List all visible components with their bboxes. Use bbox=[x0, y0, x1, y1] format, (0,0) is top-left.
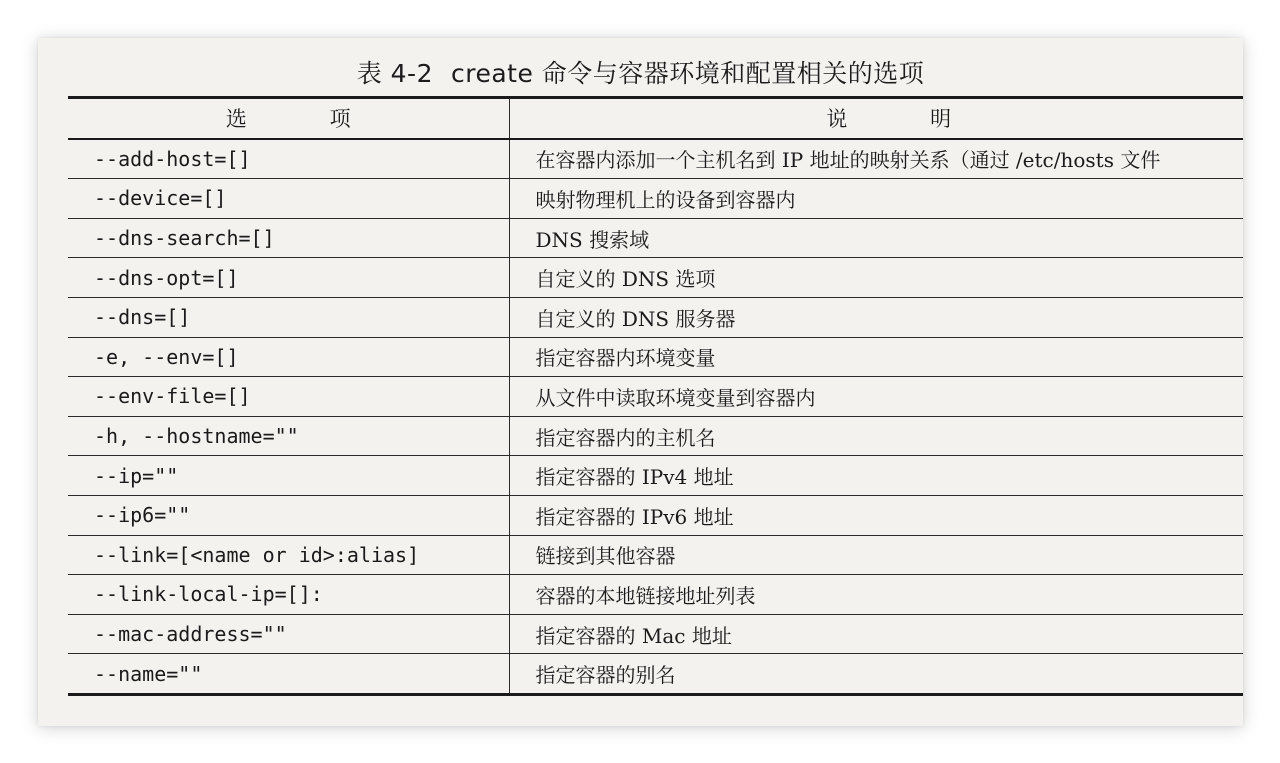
option-cell: --dns=[] bbox=[68, 297, 509, 337]
table-row bbox=[68, 575, 1243, 615]
option-cell: --ip="" bbox=[68, 456, 509, 496]
description-cell: 指定容器内的主机名 bbox=[509, 416, 1243, 456]
option-cell: -e, --env=[] bbox=[68, 337, 509, 377]
table-row bbox=[68, 535, 1243, 575]
table-row bbox=[68, 179, 1243, 219]
table-row bbox=[68, 654, 1243, 695]
description-cell: 映射物理机上的设备到容器内 bbox=[509, 179, 1243, 219]
table-row bbox=[68, 377, 1243, 417]
option-cell: -h, --hostname="" bbox=[68, 416, 509, 456]
table-caption bbox=[38, 54, 1243, 90]
header-description: 说 明 bbox=[509, 98, 1243, 139]
option-cell: --dns-opt=[] bbox=[68, 258, 509, 298]
table-number: 表 4-2 bbox=[356, 59, 433, 88]
option-cell: --link=[<name or id>:alias] bbox=[68, 535, 509, 575]
description-cell: 在容器内添加一个主机名到 IP 地址的映射关系（通过 /etc/hosts 文件 bbox=[509, 139, 1243, 179]
document-page bbox=[38, 38, 1243, 726]
table-body bbox=[68, 139, 1243, 695]
option-cell: --dns-search=[] bbox=[68, 218, 509, 258]
description-cell: 自定义的 DNS 选项 bbox=[509, 258, 1243, 298]
option-cell: --link-local-ip=[]: bbox=[68, 575, 509, 615]
header-option: 选 项 bbox=[68, 98, 509, 139]
table-row bbox=[68, 139, 1243, 179]
description-cell: 指定容器的 IPv6 地址 bbox=[509, 495, 1243, 535]
description-cell: 链接到其他容器 bbox=[509, 535, 1243, 575]
description-cell: 指定容器的 Mac 地址 bbox=[509, 614, 1243, 654]
table-row bbox=[68, 258, 1243, 298]
table-row bbox=[68, 297, 1243, 337]
header-row bbox=[68, 98, 1243, 139]
description-cell: DNS 搜索域 bbox=[509, 218, 1243, 258]
description-cell: 指定容器的 IPv4 地址 bbox=[509, 456, 1243, 496]
table-row bbox=[68, 614, 1243, 654]
table-title: create 命令与容器环境和配置相关的选项 bbox=[450, 59, 925, 88]
description-cell: 自定义的 DNS 服务器 bbox=[509, 297, 1243, 337]
option-cell: --mac-address="" bbox=[68, 614, 509, 654]
option-cell: --name="" bbox=[68, 654, 509, 695]
description-cell: 容器的本地链接地址列表 bbox=[509, 575, 1243, 615]
description-cell: 从文件中读取环境变量到容器内 bbox=[509, 377, 1243, 417]
option-cell: --env-file=[] bbox=[68, 377, 509, 417]
description-cell: 指定容器的别名 bbox=[509, 654, 1243, 695]
options-table bbox=[68, 96, 1243, 696]
table-row bbox=[68, 456, 1243, 496]
option-cell: --add-host=[] bbox=[68, 139, 509, 179]
table-row bbox=[68, 495, 1243, 535]
table-row bbox=[68, 416, 1243, 456]
option-cell: --ip6="" bbox=[68, 495, 509, 535]
table-row bbox=[68, 218, 1243, 258]
table-row bbox=[68, 337, 1243, 377]
option-cell: --device=[] bbox=[68, 179, 509, 219]
description-cell: 指定容器内环境变量 bbox=[509, 337, 1243, 377]
